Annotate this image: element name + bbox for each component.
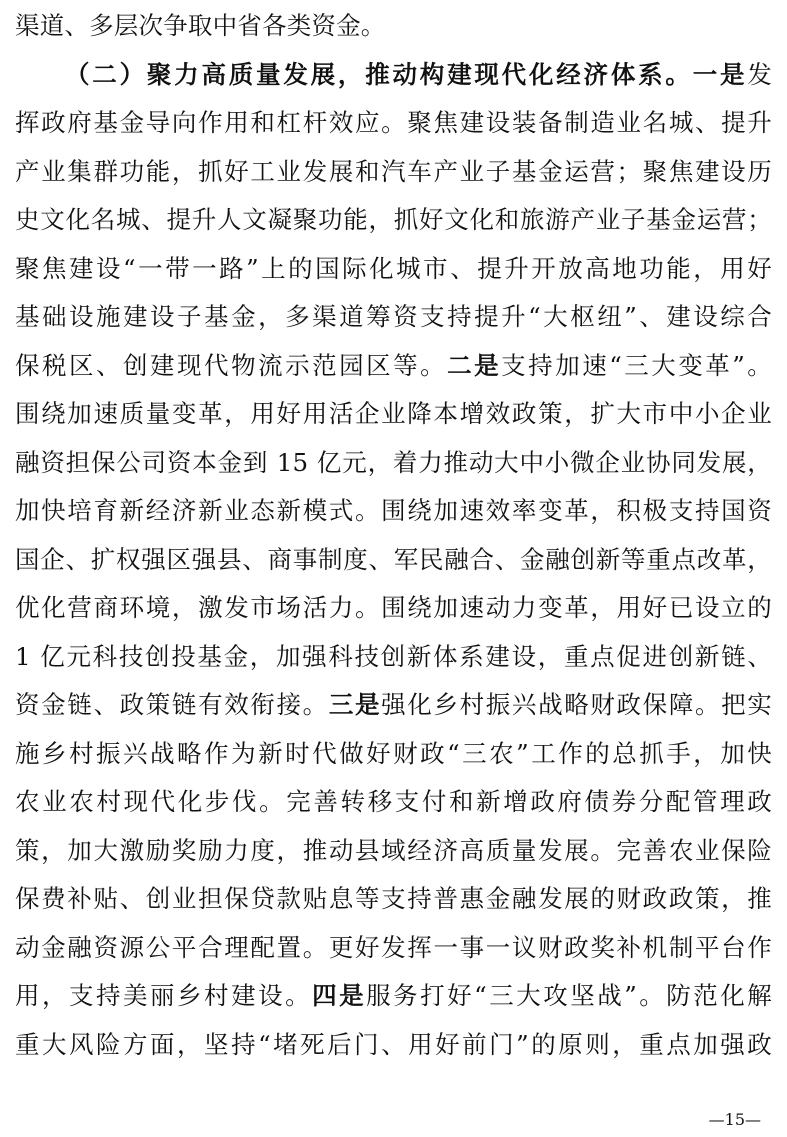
text-line (15, 827, 772, 876)
text-line (15, 51, 772, 100)
text-segment: 加快培育新经济新业态新模式。围绕加速效率变革，积极支持国资 (15, 496, 772, 525)
text-segment: 强化乡村振兴战略财政保障。把实 (381, 690, 772, 719)
text-segment: 施乡村振兴战略作为新时代做好财政“三农”工作的总抓手，加快 (15, 738, 772, 768)
text-line (15, 633, 772, 682)
text-line (15, 1021, 772, 1070)
text-segment: 聚焦建设“一带一路”上的国际化城市、提升开放高地功能，用好 (15, 253, 772, 283)
text-line (15, 342, 772, 391)
text-segment: 动金融资源公平合理配置。更好发挥一事一议财政奖补机制平台作 (15, 932, 772, 962)
text-segment: 用，支持美丽乡村建设。 (15, 981, 313, 1010)
text-segment: 史文化名城、提升人文凝聚功能，抓好文化和旅游产业子基金运营； (15, 205, 772, 234)
text-segment: 国企、扩权强区强县、商事制度、军民融合、金融创新等重点改革， (15, 544, 772, 574)
text-segment: 重大风险方面，坚持“堵死后门、用好前门”的原则，重点加强政 (15, 1029, 772, 1059)
text-line (15, 972, 772, 1021)
text-line (15, 245, 772, 294)
text-segment: 服务打好“三大攻坚战”。防范化解 (366, 981, 772, 1010)
text-segment: 策，加大激励奖励力度，推动县域经济高质量发展。完善农业保险 (15, 835, 772, 865)
bold-text-segment: （二）聚力高质量发展，推动构建现代化经济体系。一是 (65, 59, 748, 89)
bold-text-segment: 二是 (447, 350, 502, 380)
text-segment: 资金链、政策链有效衔接。 (15, 690, 329, 719)
text-line (15, 148, 772, 197)
bold-text-segment: 三是 (328, 690, 382, 719)
text-line (15, 536, 772, 585)
text-segment: 基础设施建设子基金，多渠道筹资支持提升“大枢纽”、建设综合 (15, 302, 772, 331)
text-line (15, 924, 772, 973)
text-segment: 保费补贴、创业担保贷款贴息等支持普惠金融发展的财政政策，推 (15, 884, 772, 913)
bold-text-segment: 四是 (312, 981, 367, 1010)
text-segment: 融资担保公司资本金到 15 亿元，着力推动大中小微企业协同发展， (15, 447, 772, 477)
text-line (15, 875, 772, 924)
text-line (15, 293, 772, 342)
text-segment: 保税区、创建现代物流示范园区等。 (15, 350, 448, 380)
text-segment: 产业集群功能，抓好工业发展和汽车产业子基金运营；聚焦建设历 (15, 156, 772, 186)
page-number: —15— (708, 1110, 761, 1129)
text-line (15, 2, 772, 51)
text-segment: 支持加速“三大变革”。 (501, 350, 772, 380)
text-segment: 1 亿元科技创投基金，加强科技创新体系建设，重点促进创新链、 (15, 641, 772, 671)
text-segment: 围绕加速质量变革，用好用活企业降本增效政策，扩大市中小企业 (15, 399, 772, 428)
text-segment: 渠道、多层次争取中省各类资金。 (15, 11, 386, 40)
document-body (15, 2, 772, 1069)
text-line (15, 584, 772, 633)
text-line (15, 778, 772, 827)
text-segment: 挥政府基金导向作用和杠杆效应。聚焦建设装备制造业名城、提升 (15, 108, 772, 137)
text-line (15, 390, 772, 439)
text-segment: 农业农村现代化步伐。完善转移支付和新增政府债券分配管理政 (15, 787, 772, 816)
text-line (15, 487, 772, 536)
text-line (15, 439, 772, 488)
text-segment: 发 (747, 59, 772, 89)
text-segment: 优化营商环境，激发市场活力。围绕加速动力变革，用好已设立的 (15, 593, 772, 622)
text-line (15, 730, 772, 779)
text-line (15, 681, 772, 730)
text-line (15, 99, 772, 148)
text-line (15, 196, 772, 245)
